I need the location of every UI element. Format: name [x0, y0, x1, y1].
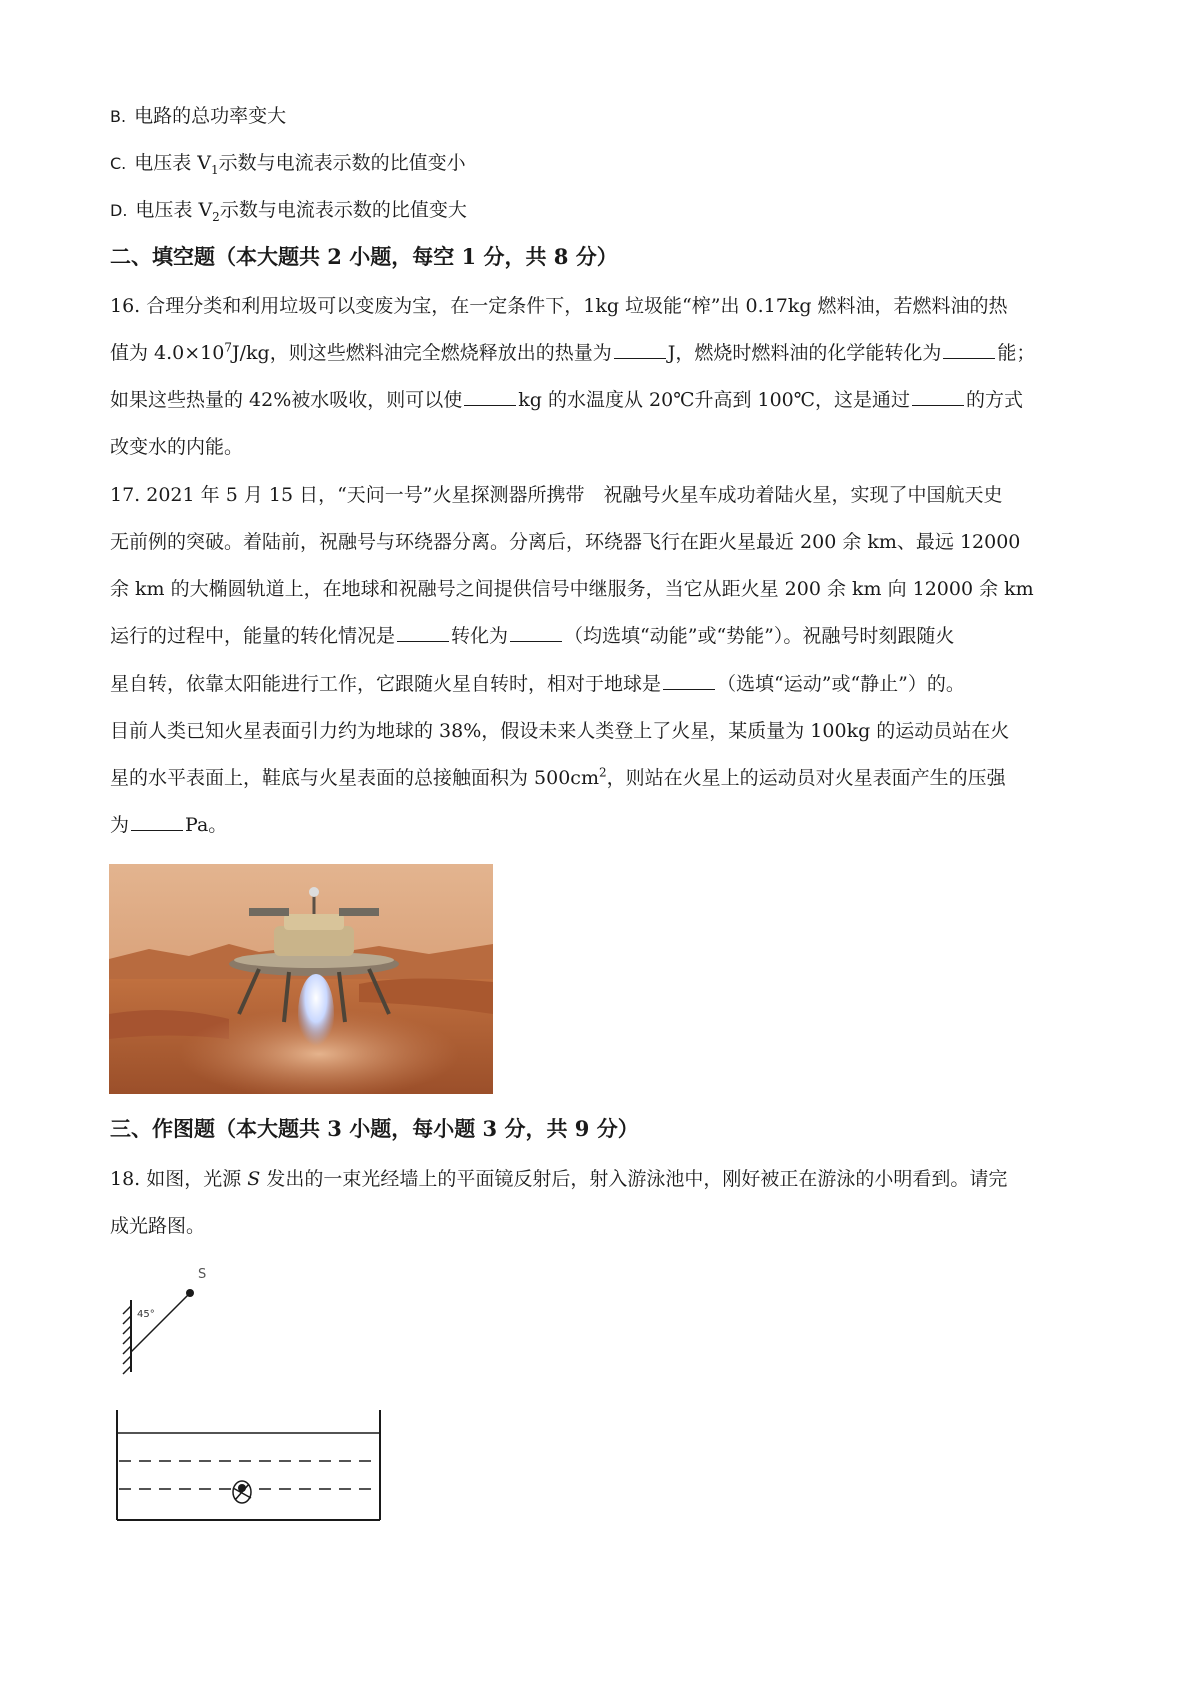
option-text: 示数与电流表示数的比值变小	[218, 152, 466, 174]
option-text: 电压表 V	[135, 199, 213, 221]
q17-text: 星的水平表面上，鞋底与火星表面的总接触面积为 500cm	[110, 767, 599, 789]
optics-diagram	[115, 1262, 425, 1522]
q17-text: （均选填“动能”或“势能”）。祝融号时刻跟随火	[564, 625, 955, 647]
answer-blank[interactable]	[912, 387, 964, 406]
section-title-fill-in: 二、填空题（本大题共 2 小题，每空 1 分，共 8 分）	[110, 244, 618, 269]
q16-text: 值为 4.0×10	[110, 342, 225, 364]
q18-text: 18. 如图，光源	[110, 1168, 248, 1190]
section-title-drawing: 三、作图题（本大题共 3 小题，每小题 3 分，共 9 分）	[110, 1116, 639, 1141]
q18-text: 发出的一束光经墙上的平面镜反射后，射入游泳池中，刚好被正在游泳的小明看到。请完	[260, 1168, 1008, 1190]
q16-line-2	[110, 339, 1100, 367]
q17-line-5	[110, 670, 1100, 698]
answer-blank[interactable]	[510, 623, 562, 642]
answer-blank[interactable]	[614, 340, 666, 359]
answer-blank[interactable]	[943, 340, 995, 359]
swimming-pool	[117, 1410, 380, 1520]
q17-text: 运行的过程中，能量的转化情况是	[110, 625, 396, 647]
q16-text: 如果这些热量的 42%被水吸收，则可以使	[110, 389, 463, 411]
wall-mirror	[123, 1300, 131, 1374]
q17-line-7	[110, 764, 1100, 792]
q18-source-symbol: S	[247, 1168, 261, 1190]
answer-blank[interactable]	[464, 387, 516, 406]
q16-text: J，燃烧时燃料油的化学能转化为	[667, 342, 942, 364]
answer-blank[interactable]	[131, 812, 183, 831]
q16-text: J/kg，则这些燃料油完全燃烧释放出的热量为	[232, 342, 612, 364]
q17-text: 为	[110, 814, 130, 836]
superscript: 7	[224, 340, 232, 355]
q17-text: 转化为	[451, 625, 509, 647]
option-letter: D.	[110, 201, 128, 220]
q17-line-2: 无前例的突破。着陆前，祝融号与环绕器分离。分离后，环绕器飞行在距火星最近 200 余 km、最远 12000	[110, 531, 1021, 553]
q17-line-3: 余 km 的大椭圆轨道上，在地球和祝融号之间提供信号中继服务，当它从距火星 200 余 km 向 12000 余 km	[110, 578, 1034, 600]
q17-text: Pa。	[185, 814, 228, 836]
option-c	[110, 149, 1100, 178]
q17-text: 星自转，依靠太阳能进行工作，它跟随火星自转时，相对于地球是	[110, 673, 662, 695]
option-letter: C.	[110, 154, 127, 173]
q17-line-8	[110, 811, 1100, 839]
superscript: 2	[598, 765, 607, 780]
q17-line-6: 目前人类已知火星表面引力约为地球的 38%，假设未来人类登上了火星，某质量为 100kg 的运动员站在火	[110, 720, 1010, 742]
q17-line-1: 17. 2021 年 5 月 15 日，“天问一号”火星探测器所携带 祝融号火星车成功着陆火星，实现了中国航天史	[110, 484, 1003, 506]
q18-line-1	[110, 1165, 1100, 1193]
option-text: 电路的总功率变大	[134, 105, 287, 127]
q16-text: kg 的水温度从 20℃升高到 100℃，这是通过	[518, 389, 911, 411]
q16-text: 能；	[997, 342, 1036, 364]
q16-line-3	[110, 386, 1100, 414]
light-source-point	[186, 1289, 194, 1297]
option-b	[110, 102, 1100, 131]
q17-line-4	[110, 622, 1100, 650]
light-ray	[131, 1295, 188, 1352]
q17-text: （选填“运动”或“静止”）的。	[717, 673, 965, 695]
option-d	[110, 196, 1100, 225]
subscript: 1	[211, 162, 219, 177]
source-label: S	[198, 1267, 207, 1282]
option-text: 电压表 V	[134, 152, 212, 174]
q17-text: ，则站在火星上的运动员对火星表面产生的压强	[606, 767, 1006, 789]
swimmer-icon	[233, 1481, 251, 1503]
q16-line-4: 改变水的内能。	[110, 436, 244, 458]
option-letter: B.	[110, 107, 127, 126]
option-text: 示数与电流表示数的比值变大	[219, 199, 467, 221]
q18-line-2: 成光路图。	[110, 1215, 206, 1237]
subscript: 2	[212, 209, 220, 224]
q16-line-1: 16. 合理分类和利用垃圾可以变废为宝，在一定条件下，1kg 垃圾能“榨”出 0.17kg 燃料油，若燃料油的热	[110, 295, 1008, 317]
answer-blank[interactable]	[397, 623, 449, 642]
q16-text: 的方式	[966, 389, 1024, 411]
mars-lander-photo	[109, 864, 493, 1094]
angle-label: 45°	[137, 1309, 155, 1320]
answer-blank[interactable]	[663, 671, 715, 690]
